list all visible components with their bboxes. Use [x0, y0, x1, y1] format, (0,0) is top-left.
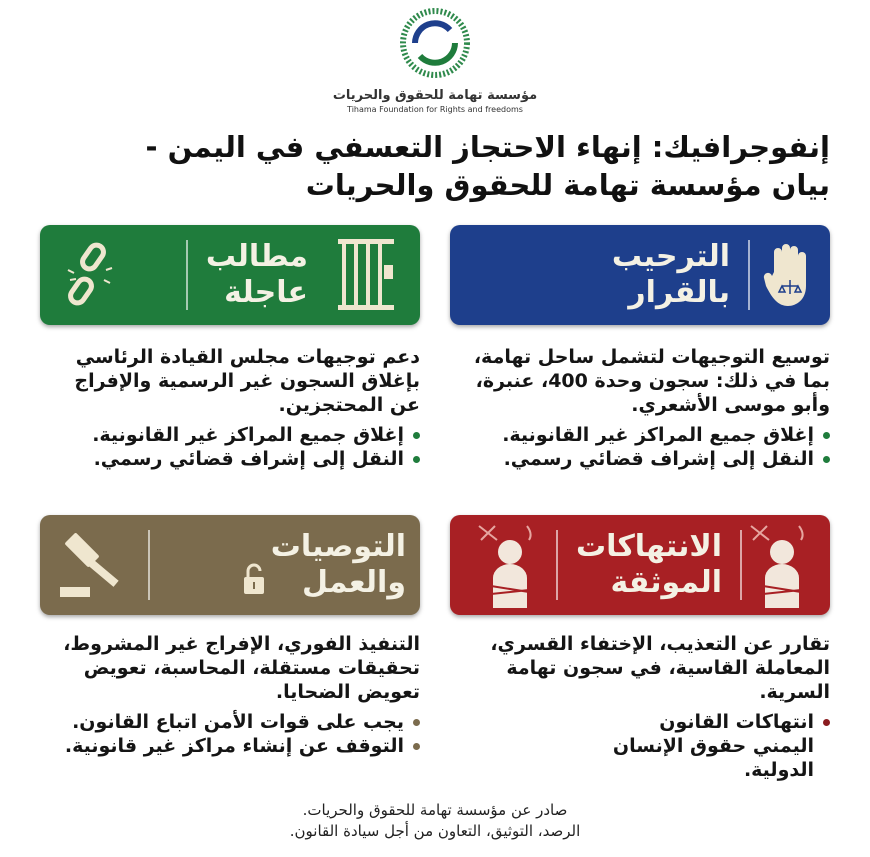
prison-bars-icon — [326, 235, 406, 315]
welcome-description: توسيع التوجيهات لتشمل ساحل تهامة، بما في ذلك: سجون وحدة 400، عنبرة، وأبو موسى الأشعري. — [473, 346, 830, 416]
welcome-bullets — [450, 423, 830, 471]
bound-prisoner-icon — [742, 525, 822, 605]
panel-divider — [148, 530, 150, 600]
bullet-item: النقل إلى إشراف قضائي رسمي. — [40, 447, 420, 471]
panel-urgent-demands — [40, 225, 420, 325]
violations-bullets — [600, 710, 830, 782]
org-name-arabic: مؤسسة تهامة للحقوق والحريات — [332, 88, 538, 103]
panel-divider — [556, 530, 558, 600]
panel-divider — [186, 240, 188, 310]
violations-description: تقارر عن التعذيب، الإختفاء القسري، المعاملة القاسية، في سجون تهامة السرية. — [490, 633, 830, 703]
footer-line-2: الرصد، التوثيق، التعاون من أجل سيادة القانون. — [289, 822, 581, 840]
bullet-item: يجب على قوات الأمن اتباع القانون. — [40, 710, 420, 734]
violations-text-block — [450, 632, 830, 782]
gavel-icon — [54, 525, 134, 605]
panel-title: التوصيات والعمل — [270, 529, 406, 600]
urgent-text-block — [40, 345, 420, 471]
bullet-item: النقل إلى إشراف قضائي رسمي. — [450, 447, 830, 471]
bullet-item: إغلاق جميع المراكز غير القانونية. — [40, 423, 420, 447]
broken-chain-icon — [50, 235, 130, 315]
title-line-1: إنفوجرافيك: إنهاء الاحتجاز التعسفي في اليمن - — [145, 130, 830, 164]
recommendations-description: التنفيذ الفوري، الإفراج غير المشروط، تحقيقات مستقلة، المحاسبة، تعويض تعويض الضحايا. — [63, 633, 420, 703]
bullet-item: إغلاق جميع المراكز غير القانونية. — [450, 423, 830, 447]
title-line-2: بيان مؤسسة تهامة للحقوق والحريات — [305, 168, 830, 202]
org-name-english: Tihama Foundation for Rights and freedoms — [347, 105, 523, 114]
panel-divider — [740, 530, 742, 600]
panel-title: الترحيب بالقرار — [611, 239, 730, 310]
panel-divider — [748, 240, 750, 310]
bound-prisoner-icon — [470, 525, 550, 605]
panel-recommendations — [40, 515, 420, 615]
panel-documented-violations — [450, 515, 830, 615]
panel-welcome — [450, 225, 830, 325]
foundation-logo — [390, 8, 480, 78]
unlocked-padlock-icon — [243, 563, 265, 595]
urgent-bullets — [40, 423, 420, 471]
hand-scales-icon — [750, 235, 830, 315]
recommendations-text-block — [40, 632, 420, 758]
urgent-description: دعم توجيهات مجلس القيادة الرئاسي بإغلاق السجون غير الرسمية والإفراج عن المحتجزين. — [74, 346, 420, 416]
recommendations-bullets — [40, 710, 420, 758]
bullet-item: التوقف عن إنشاء مراكز غير قانونية. — [40, 734, 420, 758]
bullet-item: انتهاكات القانون اليمني حقوق الإنسان الدولية. — [600, 710, 830, 782]
welcome-text-block — [450, 345, 830, 471]
footer — [200, 800, 670, 842]
panel-title: مطالب عاجلة — [205, 239, 308, 310]
page-title — [120, 128, 830, 204]
panel-title: الانتهاكات الموثقة — [575, 529, 722, 600]
footer-line-1: صادر عن مؤسسة تهامة للحقوق والحريات. — [302, 801, 568, 819]
